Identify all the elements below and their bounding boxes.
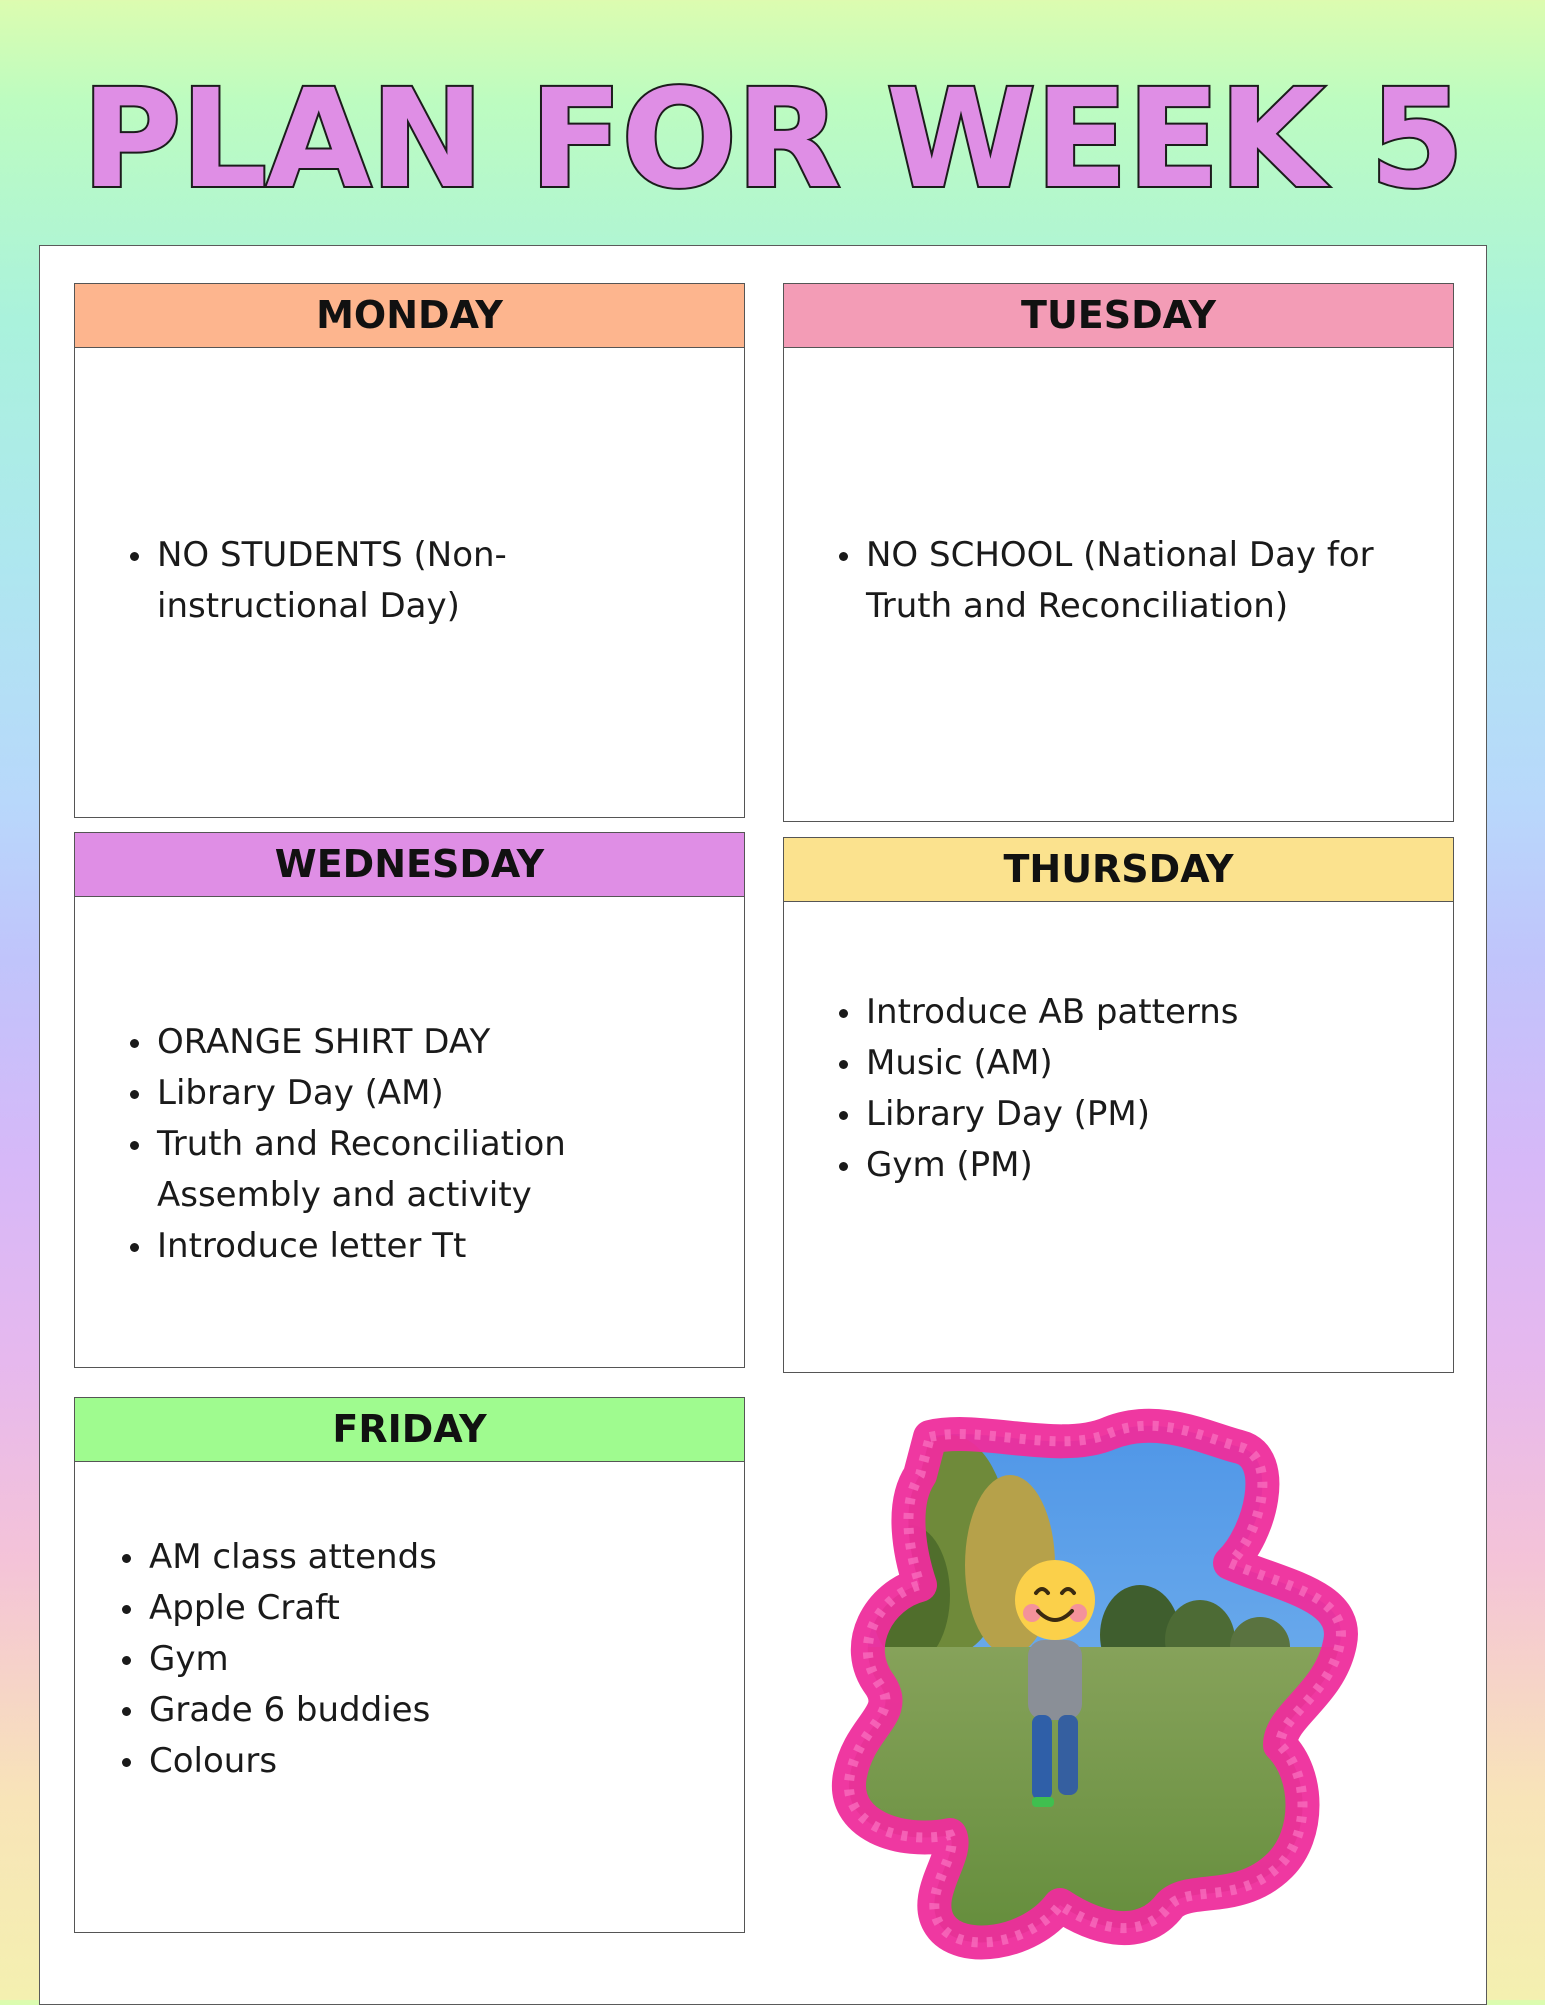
tuesday-header: TUESDAY (784, 284, 1453, 348)
thursday-header: THURSDAY (784, 838, 1453, 902)
thursday-body (784, 902, 1453, 1372)
list-item: • Library Day (PM) (864, 1089, 1433, 1140)
wednesday-list (75, 1017, 744, 1272)
list-item: • NO STUDENTS (Non-instructional Day) (155, 530, 577, 632)
list-item: • Introduce AB patterns (864, 987, 1433, 1038)
tuesday-body (784, 348, 1453, 821)
list-item: • Music (AM) (864, 1038, 1433, 1089)
tuesday-card (783, 283, 1454, 822)
list-item: • Truth and Reconciliation Assembly and activity (155, 1119, 724, 1221)
wednesday-header: WEDNESDAY (75, 833, 744, 897)
monday-header: MONDAY (75, 284, 744, 348)
monday-list (75, 530, 744, 632)
monday-body (75, 348, 744, 817)
wednesday-card (74, 832, 745, 1368)
wednesday-body (75, 897, 744, 1367)
friday-body (75, 1462, 744, 1932)
friday-list (75, 1532, 744, 1787)
friday-header: FRIDAY (75, 1398, 744, 1462)
list-item: • Library Day (AM) (155, 1068, 724, 1119)
friday-card (74, 1397, 745, 1933)
list-item: • Gym (147, 1634, 724, 1685)
smiley-face-icon (1015, 1560, 1095, 1640)
monday-card (74, 283, 745, 818)
thursday-card (783, 837, 1454, 1373)
thursday-list (784, 987, 1453, 1191)
list-item: • ORANGE SHIRT DAY (155, 1017, 724, 1068)
list-item: • Introduce letter Tt (155, 1221, 724, 1272)
list-item: • Apple Craft (147, 1583, 724, 1634)
list-item: • NO SCHOOL (National Day for Truth and Reconciliation) (864, 530, 1426, 632)
list-item: • Grade 6 buddies (147, 1685, 724, 1736)
list-item: • Gym (PM) (864, 1140, 1433, 1191)
list-item: • AM class attends (147, 1532, 724, 1583)
child-photo (810, 1385, 1395, 1985)
list-item: • Colours (147, 1736, 724, 1787)
tuesday-list (784, 530, 1453, 632)
page-title: PLAN FOR WEEK 5 (81, 61, 1464, 219)
